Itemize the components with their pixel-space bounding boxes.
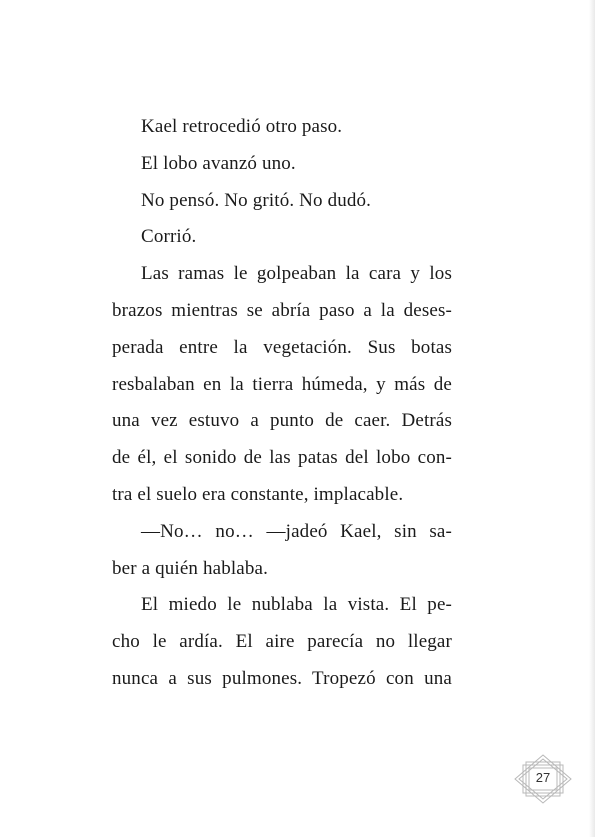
text-line: cho le ardía. El aire parecía no llegar	[112, 631, 452, 653]
text-line: —No… no… —jadeó Kael, sin sa-	[141, 520, 452, 542]
text-line: de él, el sonido de las patas del lobo con-	[112, 447, 452, 469]
text-line: No pensó. No gritó. No dudó.	[141, 189, 372, 211]
text-line: nunca a sus pulmones. Tropezó con una	[112, 667, 452, 689]
text-line: una vez estuvo a punto de caer. Detrás	[112, 410, 452, 432]
text-line: ber a quién hablaba.	[112, 557, 268, 579]
page-number: 27	[535, 770, 551, 785]
body-text	[112, 109, 452, 698]
text-line: El lobo avanzó uno.	[141, 152, 296, 174]
text-line: resbalaban en la tierra húmeda, y más de	[112, 373, 452, 395]
text-line: El miedo le nublaba la vista. El pe-	[141, 594, 452, 616]
page-edge-shadow	[589, 0, 595, 837]
text-line: Corrió.	[141, 226, 197, 248]
text-line: tra el suelo era constante, implacable.	[112, 483, 404, 505]
page-number-ornament	[514, 754, 572, 804]
text-line: perada entre la vegetación. Sus botas	[112, 336, 452, 358]
text-line: Las ramas le golpeaban la cara y los	[141, 263, 452, 285]
text-line: Kael retrocedió otro paso.	[141, 116, 343, 137]
text-line: brazos mientras se abría paso a la deses-	[112, 299, 452, 321]
